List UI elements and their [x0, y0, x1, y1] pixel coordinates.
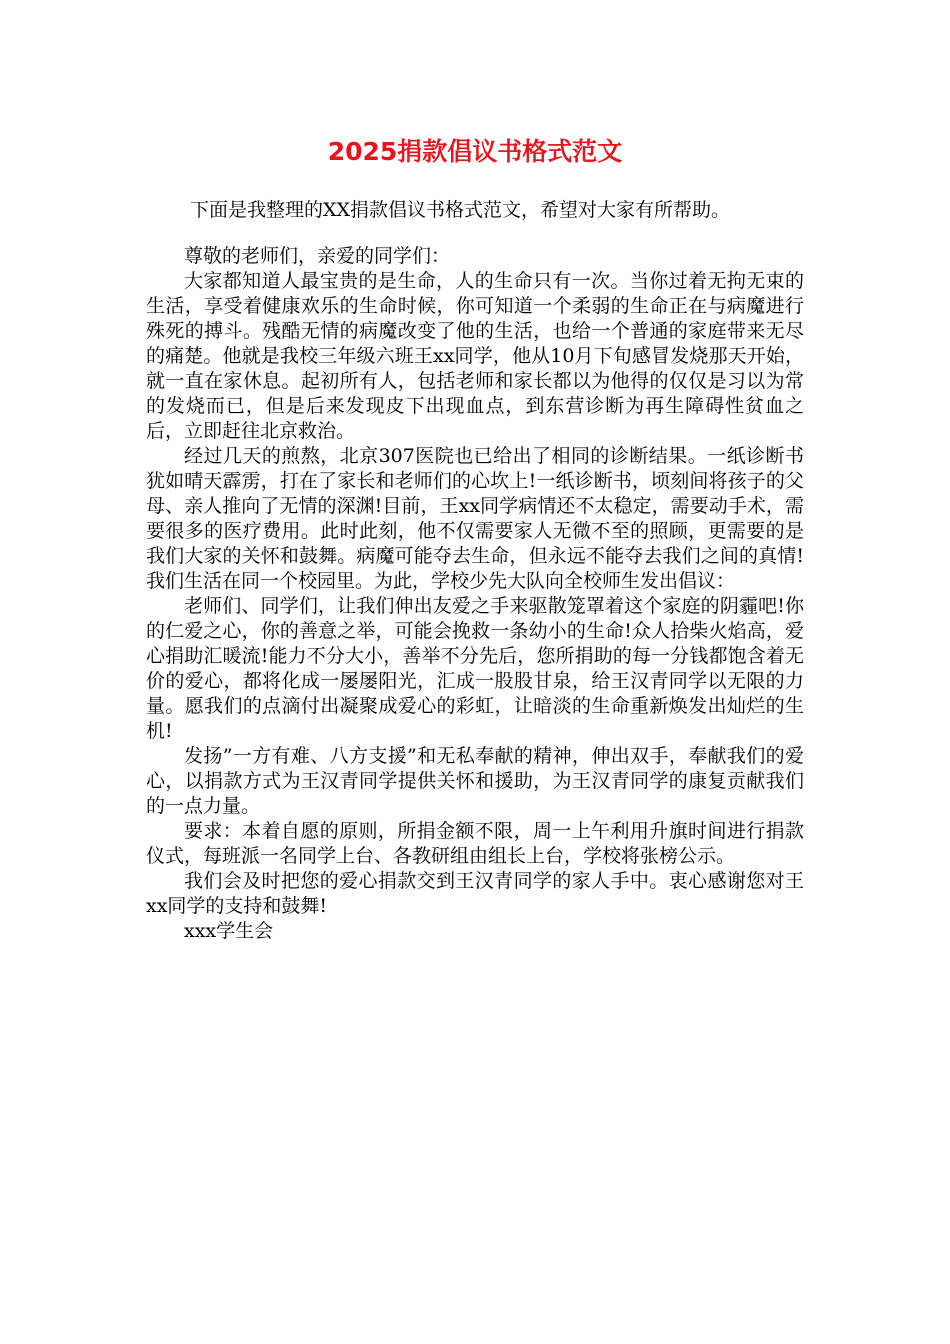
document-title: 2025捐款倡议书格式范文	[327, 137, 623, 166]
paragraph: 老师们、同学们，让我们伸出友爱之手来驱散笼罩着这个家庭的阴霾吧!你的仁爱之心，你的善意之举，可能会挽救一条幼小的生命!众人拾柴火焰高，爱心捐助汇暖流!能力不分大小，善举不分先后，您所捐助的每一分钱都饱含着无价的爱心，都将化成一屡屡阳光，汇成一股股甘泉，给王汉青同学以无限的力量。愿我们的点滴付出凝聚成爱心的彩虹，让暗淡的生命重新焕发出灿烂的生机!	[146, 595, 804, 742]
paragraph: 我们会及时把您的爱心捐款交到王汉青同学的家人手中。衷心感谢您对王xx同学的支持和鼓舞!	[146, 870, 804, 917]
salutation: 尊敬的老师们，亲爱的同学们：	[184, 245, 451, 267]
intro-text: 下面是我整理的XX捐款倡议书格式范文，希望对大家有所帮助。	[190, 199, 731, 221]
letter-body	[146, 244, 804, 944]
paragraph: 经过几天的煎熬，北京307医院也已给出了相同的诊断结果。一纸诊断书犹如晴天霹雳，打在了家长和老师们的心坎上!一纸诊断书，顷刻间将孩子的父母、亲人推向了无情的深渊!目前，王xx同学病情还不太稳定，需要动手术，需要很多的医疗费用。此时此刻，他不仅需要家人无微不至的照顾，更需要的是我们大家的关怀和鼓舞。病魔可能夺去生命，但永远不能夺去我们之间的真情!我们生活在同一个校园里。为此，学校少先大队向全校师生发出倡议：	[146, 445, 804, 592]
paragraph: 要求：本着自愿的原则，所捐金额不限，周一上午利用升旗时间进行捐款仪式，每班派一名同学上台、各教研组由组长上台，学校将张榜公示。	[146, 820, 804, 867]
paragraph: 发扬”一方有难、八方支援”和无私奉献的精神，伸出双手，奉献我们的爱心，以捐款方式为王汉青同学提供关怀和援助，为王汉青同学的康复贡献我们的一点力量。	[146, 745, 804, 817]
paragraph: 大家都知道人最宝贵的是生命，人的生命只有一次。当你过着无拘无束的生活，享受着健康欢乐的生命时候，你可知道一个柔弱的生命正在与病魔进行殊死的搏斗。残酷无情的病魔改变了他的生活，也给一个普通的家庭带来无尽的痛楚。他就是我校三年级六班王xx同学，他从10月下旬感冒发烧那天开始，就一直在家休息。起初所有人，包括老师和家长都以为他得的仅仅是习以为常的发烧而已，但是后来发现皮下出现血点，到东营诊断为再生障碍性贫血之后，立即赶往北京救治。	[146, 270, 804, 442]
signature: xxx学生会	[184, 920, 274, 942]
